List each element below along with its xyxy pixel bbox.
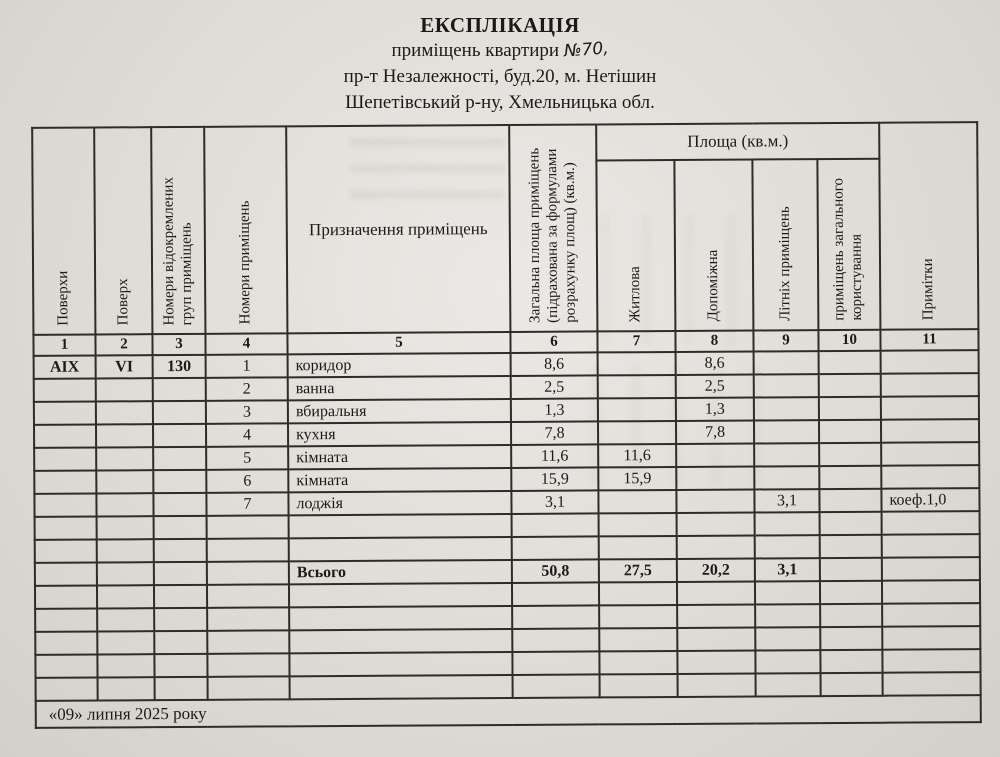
subtitle-printed-text: приміщень квартири xyxy=(391,40,564,61)
table-cell: кімната xyxy=(288,445,511,469)
table-cell xyxy=(819,489,881,512)
table-cell xyxy=(881,442,979,466)
table-cell xyxy=(882,626,980,650)
table-cell xyxy=(678,673,756,696)
table-cell xyxy=(35,563,97,586)
table-cell xyxy=(35,609,97,632)
column-number-cell: 9 xyxy=(753,330,818,351)
table-cell xyxy=(819,397,881,420)
table-cell xyxy=(820,535,882,558)
header-floors: Поверхи xyxy=(32,128,95,335)
column-number-cell: 4 xyxy=(205,333,287,355)
table-cell xyxy=(754,443,819,466)
header-common-use-area: приміщень загального користування xyxy=(817,159,880,330)
table-cell xyxy=(881,419,979,443)
header-separated-group-numbers: Номери відокремлених груп приміщень xyxy=(151,127,205,334)
table-cell xyxy=(96,424,153,447)
table-cell xyxy=(819,374,881,397)
table-cell xyxy=(96,401,153,424)
table-cell: 2 xyxy=(206,377,288,401)
explication-table xyxy=(31,121,982,729)
table-cell xyxy=(677,650,755,673)
table-cell: 15,9 xyxy=(598,467,676,490)
apartment-number-handwritten: №70, xyxy=(563,38,610,62)
table-cell xyxy=(883,672,981,696)
table-cell xyxy=(819,351,881,374)
table-cell xyxy=(36,678,98,701)
table-cell xyxy=(512,651,599,675)
table-cell: 15,9 xyxy=(511,467,598,491)
date-row xyxy=(36,695,981,728)
table-cell xyxy=(154,539,207,562)
table-cell: 1 xyxy=(206,354,288,378)
table-cell xyxy=(512,513,599,537)
table-cell xyxy=(207,515,289,539)
table-cell: 1,3 xyxy=(511,398,598,422)
table-cell xyxy=(97,585,154,608)
table-cell xyxy=(598,421,676,444)
table-cell: 7,8 xyxy=(511,421,598,445)
table-cell: коридор xyxy=(288,353,511,377)
table-cell: 1,3 xyxy=(676,397,754,420)
table-cell xyxy=(207,630,289,654)
table-cell xyxy=(34,494,96,517)
table-cell xyxy=(754,351,819,374)
table-cell xyxy=(598,375,676,398)
table-cell xyxy=(882,557,980,581)
table-cell xyxy=(820,604,882,627)
table-cell xyxy=(35,517,97,540)
table-cell xyxy=(98,677,155,700)
table-cell xyxy=(97,539,154,562)
table-cell: 2,5 xyxy=(511,375,598,399)
table-cell xyxy=(34,448,96,471)
explication-table-wrapper xyxy=(31,121,982,729)
column-number-cell: 10 xyxy=(818,330,880,351)
table-cell xyxy=(754,420,819,443)
table-cell xyxy=(289,652,512,676)
table-cell: 8,6 xyxy=(676,351,754,374)
table-cell: 2,5 xyxy=(676,374,754,397)
header-notes: Примітки xyxy=(879,122,978,330)
column-number-cell: 7 xyxy=(597,331,675,352)
table-cell xyxy=(755,535,820,558)
table-cell xyxy=(882,511,980,535)
table-cell xyxy=(97,654,154,677)
table-cell xyxy=(821,673,883,696)
table-cell xyxy=(598,352,676,375)
table-cell: кухня xyxy=(288,422,511,446)
table-cell xyxy=(676,489,754,512)
table-cell: 5 xyxy=(206,446,288,470)
table-cell xyxy=(154,562,207,585)
table-cell xyxy=(154,608,207,631)
table-cell xyxy=(34,402,96,425)
header-floor: Поверх xyxy=(94,127,152,334)
table-cell xyxy=(881,465,979,489)
table-cell xyxy=(755,650,820,673)
address-line-1: пр-т Незалежності, буд.20, м. Нетішин xyxy=(343,66,657,87)
table-cell xyxy=(598,490,676,513)
table-cell xyxy=(97,516,154,539)
column-number-cell: 11 xyxy=(880,329,978,351)
table-cell xyxy=(97,631,154,654)
table-cell xyxy=(289,537,512,561)
table-cell xyxy=(881,396,979,420)
table-cell xyxy=(677,627,755,650)
table-cell xyxy=(881,350,979,374)
table-cell xyxy=(96,470,153,493)
table-cell: 4 xyxy=(206,423,288,447)
table-cell xyxy=(96,493,153,516)
table-cell xyxy=(754,397,819,420)
table-cell xyxy=(34,379,96,402)
table-cell xyxy=(600,674,678,697)
table-cell xyxy=(599,605,677,628)
table-cell: вбиральня xyxy=(288,399,511,423)
table-cell xyxy=(153,447,206,470)
table-cell xyxy=(35,655,97,678)
table-cell xyxy=(676,443,754,466)
table-cell xyxy=(153,424,206,447)
table-cell: 11,6 xyxy=(598,444,676,467)
table-cell: 11,6 xyxy=(511,444,598,468)
table-cell: VI xyxy=(96,355,153,378)
table-cell xyxy=(289,583,512,607)
table-cell xyxy=(819,466,881,489)
header-total-area: Загальна площа приміщень (підрахована за формулами розрахунку площ) (кв.м.) xyxy=(509,124,597,332)
table-cell xyxy=(599,651,677,674)
document-header xyxy=(0,0,1000,116)
table-cell xyxy=(820,650,882,673)
table-cell xyxy=(677,512,755,535)
header-summer-rooms-area: Літніх приміщень xyxy=(752,159,818,330)
table-cell xyxy=(96,378,153,401)
table-cell xyxy=(882,649,980,673)
table-cell xyxy=(512,536,599,560)
document-title: ЕКСПЛІКАЦІЯ xyxy=(420,13,580,37)
table-cell xyxy=(882,580,980,604)
table-cell xyxy=(97,608,154,631)
table-cell xyxy=(819,443,881,466)
table-cell xyxy=(819,420,881,443)
table-cell: коеф.1,0 xyxy=(881,488,979,512)
table-cell xyxy=(599,628,677,651)
column-number-cell: 1 xyxy=(33,335,95,356)
table-cell xyxy=(207,584,289,608)
header-area-group: Площа (кв.м.) xyxy=(596,123,879,161)
document-subtitle xyxy=(0,38,1000,64)
table-cell xyxy=(207,653,289,677)
table-cell xyxy=(599,582,677,605)
header-living-area: Житлова xyxy=(596,160,675,331)
table-cell xyxy=(677,604,755,627)
table-cell xyxy=(677,535,755,558)
column-number-cell: 3 xyxy=(152,334,205,355)
column-number-cell: 2 xyxy=(95,334,152,355)
table-cell xyxy=(207,607,289,631)
table-cell xyxy=(154,631,207,654)
table-cell xyxy=(155,677,208,700)
address-line-2: Шепетівський р-ну, Хмельницька обл. xyxy=(345,92,655,113)
table-cell xyxy=(34,471,96,494)
table-cell xyxy=(512,582,599,606)
table-cell xyxy=(820,627,882,650)
table-cell xyxy=(289,629,512,653)
table-body xyxy=(34,350,981,728)
table-cell: кімната xyxy=(288,468,511,492)
table-cell xyxy=(881,373,979,397)
table-cell xyxy=(96,447,153,470)
table-cell: 20,2 xyxy=(677,558,755,581)
table-cell xyxy=(755,604,820,627)
table-cell xyxy=(153,401,206,424)
date-note: «09» липня 2025 року xyxy=(36,695,981,728)
table-cell xyxy=(289,606,512,630)
table-cell: 50,8 xyxy=(512,559,599,583)
table-cell xyxy=(820,512,882,535)
table-cell xyxy=(154,654,207,677)
table-cell xyxy=(97,562,154,585)
table-cell xyxy=(289,514,512,538)
table-cell xyxy=(35,540,97,563)
table-cell xyxy=(820,581,882,604)
table-cell xyxy=(754,374,819,397)
table-cell: 3,1 xyxy=(754,489,819,512)
table-cell xyxy=(35,586,97,609)
table-cell: 27,5 xyxy=(599,559,677,582)
column-number-cell: 5 xyxy=(287,332,510,354)
table-cell: Всього xyxy=(289,560,512,584)
table-cell xyxy=(34,425,96,448)
table-cell xyxy=(207,538,289,562)
table-cell xyxy=(756,673,821,696)
table-cell xyxy=(599,513,677,536)
table-cell xyxy=(154,516,207,539)
table-cell: 7,8 xyxy=(676,420,754,443)
table-cell xyxy=(207,561,289,585)
table-cell xyxy=(882,603,980,627)
header-auxiliary-area: Допоміжна xyxy=(674,159,753,330)
table-cell: лоджія xyxy=(288,491,511,515)
table-cell xyxy=(153,378,206,401)
header-room-purpose: Призначення приміщень xyxy=(286,125,510,333)
table-cell xyxy=(755,627,820,650)
header-room-numbers: Номери приміщень xyxy=(204,126,287,333)
table-cell: 3,1 xyxy=(511,490,598,514)
table-cell: 8,6 xyxy=(511,352,598,376)
table-cell: 6 xyxy=(206,469,288,493)
table-cell xyxy=(154,585,207,608)
table-cell: ванна xyxy=(288,376,511,400)
table-cell xyxy=(153,470,206,493)
table-cell: 3 xyxy=(206,400,288,424)
table-cell: 3,1 xyxy=(755,558,820,581)
table-cell xyxy=(820,558,882,581)
table-cell: 7 xyxy=(206,492,288,516)
table-cell xyxy=(677,581,755,604)
table-cell xyxy=(153,493,206,516)
table-cell xyxy=(512,605,599,629)
table-cell xyxy=(290,675,513,699)
table-cell xyxy=(882,534,980,558)
table-cell xyxy=(35,632,97,655)
table-cell xyxy=(755,512,820,535)
table-cell xyxy=(754,466,819,489)
table-cell xyxy=(599,536,677,559)
table-cell xyxy=(513,674,600,698)
column-number-cell: 8 xyxy=(675,330,753,351)
table-cell xyxy=(755,581,820,604)
table-cell xyxy=(208,676,290,700)
column-number-cell: 6 xyxy=(510,331,597,353)
table-cell xyxy=(598,398,676,421)
table-cell: 130 xyxy=(153,355,206,378)
table-cell xyxy=(676,466,754,489)
table-cell: AIX xyxy=(34,356,96,379)
table-cell xyxy=(512,628,599,652)
